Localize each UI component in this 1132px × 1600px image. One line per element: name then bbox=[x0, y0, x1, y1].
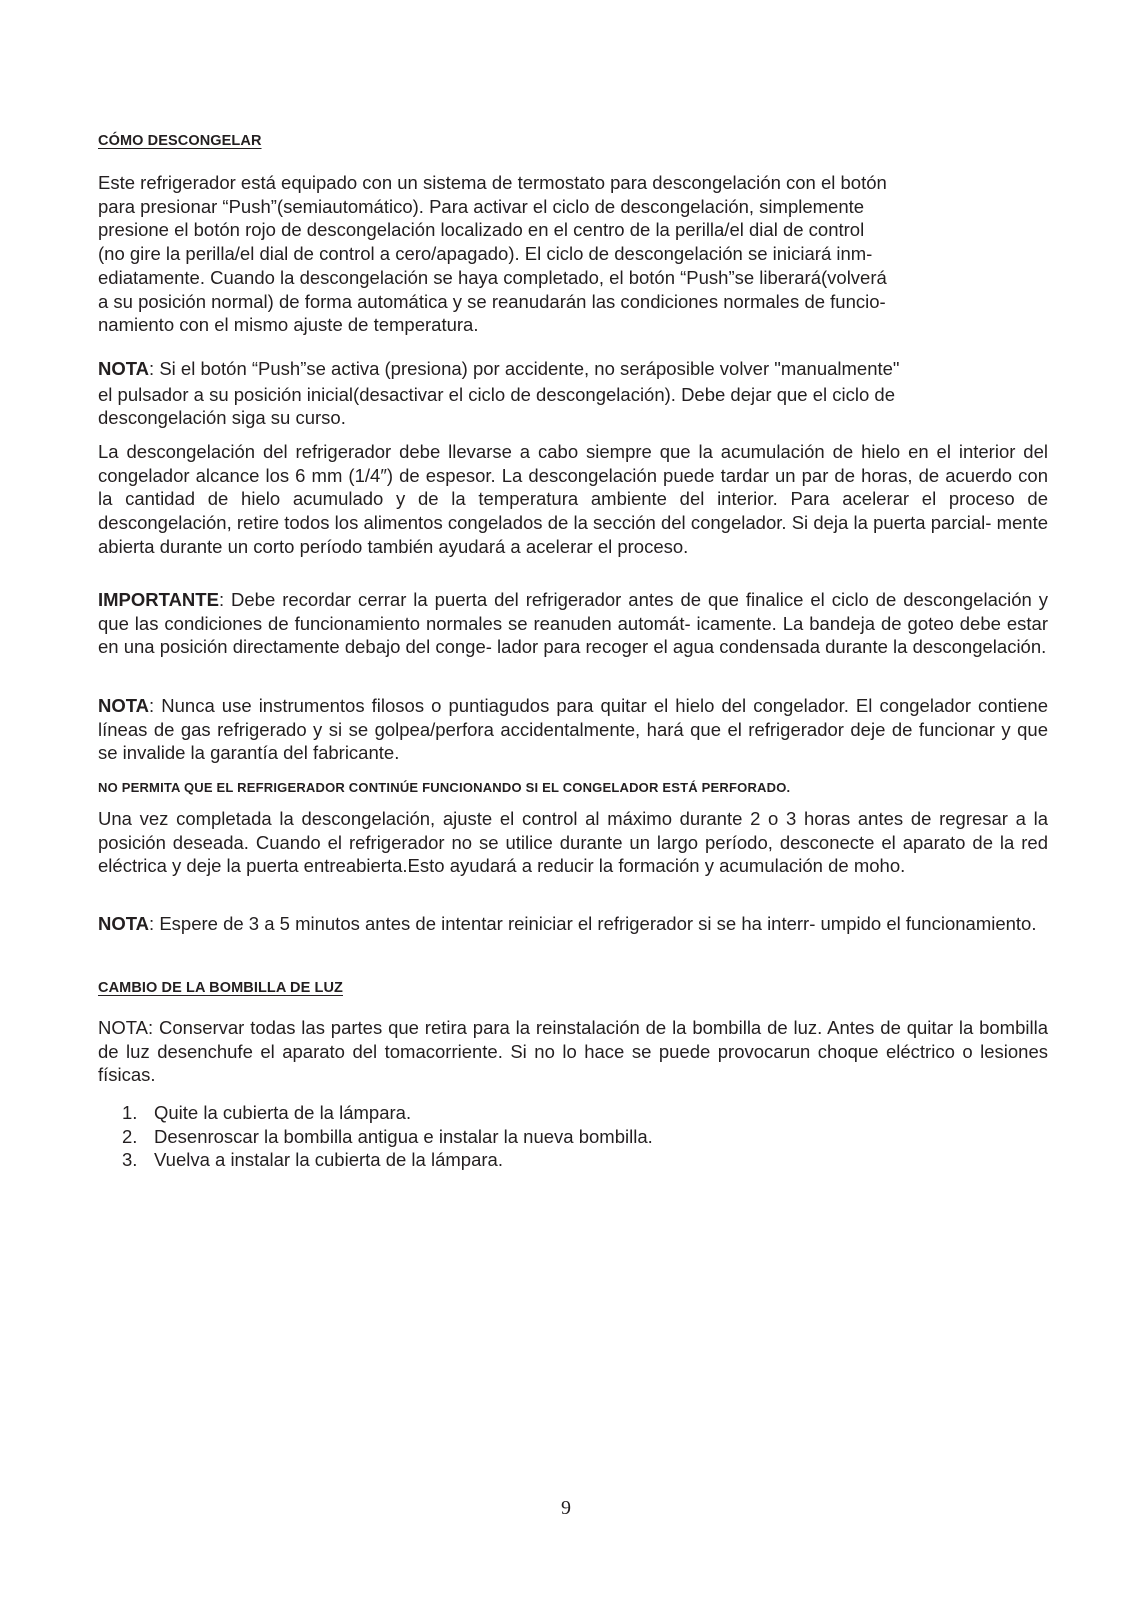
paragraph-line: presione el botón rojo de descongelación localizado en el centro de la perilla/el dial de control bbox=[98, 219, 865, 241]
step-text: Quite la cubierta de la lámpara. bbox=[154, 1102, 412, 1123]
step-number: 2. bbox=[122, 1125, 138, 1147]
paragraph-line: para presionar “Push”(semiautomático). Para activar el ciclo de descongelación, simplemente bbox=[98, 195, 865, 217]
paragraph-line: Este refrigerador está equipado con un sistema de termostato para descongelación con el botón bbox=[98, 172, 887, 193]
list-item bbox=[122, 1125, 653, 1149]
paragraph-line: (no gire la perilla/el dial de control a cero/apagado). El ciclo de descongelación se iniciará inm- bbox=[98, 243, 873, 265]
importante-paragraph bbox=[98, 588, 1048, 659]
nota-push-button-paragraph bbox=[98, 357, 1048, 430]
nota-label: NOTA bbox=[98, 913, 150, 934]
paragraph-line: el pulsador a su posición inicial(desactivar el ciclo de descongelación). Debe dejar que el ciclo de bbox=[98, 383, 895, 405]
paragraph-line: descongelación siga su curso. bbox=[98, 407, 346, 429]
paragraph-line: : Si el botón “Push”se activa (presiona) por accidente, no seráposible volver "manualmente" bbox=[149, 358, 900, 379]
nota-sharp-tools-paragraph bbox=[98, 694, 1048, 765]
paragraph-line: ediatamente. Cuando la descongelación se haya completado, el botón “Push”se liberará(volverá bbox=[98, 266, 887, 288]
nota-text: : Espere de 3 a 5 minutos antes de intentar reiniciar el refrigerador si se ha interr- umpido el funcionamiento. bbox=[149, 913, 1037, 934]
step-number: 1. bbox=[122, 1102, 138, 1123]
step-text: Vuelva a instalar la cubierta de la lámpara. bbox=[154, 1149, 503, 1171]
paragraph-line: namiento con el mismo ajuste de temperatura. bbox=[98, 314, 479, 336]
step-text: Desenroscar la bombilla antigua e instalar la nueva bombilla. bbox=[154, 1125, 653, 1147]
list-item bbox=[122, 1148, 653, 1172]
after-defrost-paragraph: Una vez completada la descongelación, ajuste el control al máximo durante 2 o 3 horas antes de regresar a la posición deseada. Cuando el refrigerador no se utilice durante un largo período, desconecte el aparato de la red eléctrica y deje la puerta entreabierta.Esto ayudará a reducir la formación y acumulación de moho. bbox=[98, 808, 1048, 877]
page-number: 9 bbox=[561, 1497, 571, 1519]
nota-text: : Nunca use instrumentos filosos o puntiagudos para quitar el hielo del congelador. El congelador contiene líneas de gas refrigerado y si se golpea/perfora accidentalmente, hará que el refrigerador deje de funcionar y que se invalide la garantía del fabricante. bbox=[98, 695, 1048, 764]
nota-label: NOTA bbox=[98, 695, 150, 716]
section-heading-defrost: CÓMO DESCONGELAR bbox=[98, 133, 262, 149]
list-item bbox=[122, 1101, 653, 1125]
defrost-intro-paragraph bbox=[98, 171, 1048, 337]
perforated-freezer-warning: NO PERMITA QUE EL REFRIGERADOR CONTINÚE FUNCIONANDO SI EL CONGELADOR ESTÁ PERFORADO. bbox=[98, 780, 791, 795]
importante-label: IMPORTANTE bbox=[98, 589, 219, 610]
step-number: 3. bbox=[122, 1149, 138, 1171]
section-heading-light-bulb: CAMBIO DE LA BOMBILLA DE LUZ bbox=[98, 980, 343, 996]
nota-restart-paragraph bbox=[98, 912, 1048, 936]
nota-label: NOTA bbox=[98, 358, 150, 379]
defrost-timing-paragraph: La descongelación del refrigerador debe llevarse a cabo siempre que la acumulación de hielo en el interior del congelador alcance los 6 mm (1/4″) de espesor. La descongelación puede tardar un par de horas, de acuerdo con la cantidad de hielo acumulado y de la temperatura ambiente del interior. Para acelerar el proceso de descongelación, retire todos los alimentos congelados de la sección del congelador. Si deja la puerta parcial- mente abierta durante un corto período también ayudará a acelerar el proceso. bbox=[98, 441, 1048, 557]
importante-text: : Debe recordar cerrar la puerta del refrigerador antes de que finalice el ciclo de descongelación y que las condiciones de funcionamiento normales se reanuden automát- icamente. La bandeja de goteo debe estar en una posición directamente debajo del conge- lador para recoger el agua condensada durante la descongelación. bbox=[98, 589, 1048, 658]
paragraph-line: a su posición normal) de forma automática y se reanudarán las condiciones normales de funcio- bbox=[98, 290, 886, 312]
bulb-replacement-steps bbox=[122, 1101, 653, 1172]
light-bulb-nota-paragraph: NOTA: Conservar todas las partes que retira para la reinstalación de la bombilla de luz. Antes de quitar la bombilla de luz desenchufe el aparato del tomacorriente. Si no lo hace se puede provocarun choque eléctrico o lesiones físicas. bbox=[98, 1017, 1048, 1086]
